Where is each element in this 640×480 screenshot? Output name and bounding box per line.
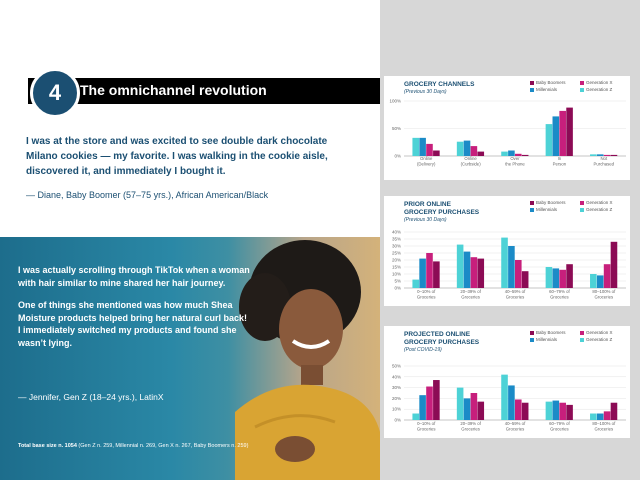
bar-generation-x	[559, 403, 566, 420]
chart-subtitle: (Previous 30 Days)	[404, 89, 447, 95]
x-tick-label: Not	[600, 156, 608, 161]
y-tick-label: 50%	[391, 363, 401, 369]
bar-millennials	[597, 275, 604, 288]
chart-plot	[384, 196, 630, 306]
base-size-breakdown: (Gen Z n. 259, Millennial n. 269, Gen X n. 267, Baby Boomers n. 259)	[76, 443, 249, 449]
x-tick-label: 20–39% of	[460, 289, 481, 294]
x-tick-label: Groceries	[594, 426, 614, 432]
chart-title-line: GROCERY PURCHASES	[404, 209, 480, 216]
chart-panel-grocery-channels	[384, 76, 630, 180]
chart-title-line: PRIOR ONLINE	[404, 201, 451, 208]
quote-top-attribution: — Diane, Baby Boomer (57–75 yrs.), African American/Black	[26, 190, 269, 200]
x-tick-label: 80–100% of	[592, 289, 616, 294]
bar-millennials	[553, 116, 560, 156]
x-tick-label: 0–10% of	[417, 421, 436, 426]
bar-generation-z	[501, 152, 508, 156]
legend-label: Millennials	[536, 337, 558, 342]
y-tick-label: 40%	[391, 229, 401, 235]
quote-top-text: I was at the store and was excited to see double dark chocolate Milano cookies — my favorite. I was walking in the cookie aisle, discovered it, and immediately I bought it.	[26, 136, 328, 177]
legend-label: Generation Z	[586, 207, 613, 212]
x-tick-label: 40–59% of	[504, 421, 526, 426]
bar-generation-z	[590, 414, 597, 420]
bar-baby-boomers	[611, 242, 618, 288]
bar-generation-z	[501, 375, 508, 420]
legend-label: Millennials	[536, 87, 558, 92]
legend-label: Millennials	[536, 207, 558, 212]
y-tick-label: 0%	[394, 417, 401, 423]
bar-generation-z	[501, 238, 508, 288]
bar-generation-z	[457, 388, 464, 420]
x-tick-label: 60–79% of	[549, 421, 570, 426]
legend-label: Generation X	[586, 200, 613, 205]
bar-baby-boomers	[566, 264, 573, 288]
y-tick-label: 50%	[391, 126, 401, 131]
y-tick-label: 30%	[391, 385, 401, 391]
y-tick-label: 15%	[391, 264, 401, 270]
x-tick-label: Groceries	[416, 426, 436, 432]
x-tick-label: 80–100% of	[592, 421, 616, 426]
y-tick-label: 5%	[394, 278, 401, 284]
legend-label: Generation Z	[586, 337, 613, 342]
bar-millennials	[553, 401, 560, 420]
quote-bottom-para1: I was actually scrolling through TikTok when a woman with hair similar to mine shared her hair journey.	[18, 265, 250, 288]
quote-bottom-attribution: — Jennifer, Gen Z (18–24 yrs.), LatinX	[18, 392, 164, 402]
x-tick-label: 20–39% of	[460, 421, 481, 426]
bar-millennials	[553, 268, 560, 288]
chart-title-line: GROCERY CHANNELS	[404, 81, 475, 88]
bar-generation-x	[471, 393, 478, 420]
x-tick-label: 60–79% of	[549, 289, 570, 294]
bar-millennials	[464, 141, 471, 156]
quote-bottom-para2: One of things she mentioned was how much Shea Moisture products helped bring her natural curl back! I immediately switched my products and found she wasn’t lying.	[18, 300, 248, 348]
chart-panel-prior-online	[384, 196, 630, 306]
quote-bottom	[18, 264, 250, 359]
bar-generation-z	[412, 138, 419, 156]
y-tick-label: 10%	[391, 271, 401, 277]
base-size-note	[18, 443, 248, 449]
bar-generation-x	[515, 260, 522, 288]
bar-millennials	[419, 395, 426, 420]
legend-label: Baby Boomers	[536, 330, 566, 335]
bar-generation-z	[590, 154, 597, 156]
chart-subtitle: (Previous 30 Days)	[404, 217, 447, 223]
x-tick-label: Person	[552, 161, 567, 167]
legend-label: Baby Boomers	[536, 200, 566, 205]
section-number-badge: 4	[30, 68, 80, 118]
x-tick-label: Groceries	[550, 426, 569, 432]
bar-baby-boomers	[611, 403, 618, 420]
y-tick-label: 20%	[391, 257, 401, 263]
bar-generation-x	[426, 144, 433, 156]
bar-generation-z	[546, 402, 553, 420]
bar-generation-z	[546, 124, 553, 156]
bar-baby-boomers	[522, 271, 529, 288]
bar-generation-x	[471, 146, 478, 156]
x-tick-label: Groceries	[461, 294, 480, 300]
bar-baby-boomers	[477, 402, 484, 420]
bar-generation-z	[457, 142, 464, 156]
x-tick-label: (Delivery)	[417, 161, 436, 167]
y-tick-label: 30%	[391, 243, 401, 249]
legend-label: Generation Z	[586, 87, 613, 92]
x-tick-label: the Phone	[505, 161, 525, 167]
bar-generation-z	[412, 414, 419, 420]
bar-generation-z	[546, 267, 553, 288]
section-title: The omnichannel revolution	[80, 82, 267, 98]
x-tick-label: (Curbside)	[460, 161, 481, 167]
bar-millennials	[508, 385, 515, 420]
x-tick-label: 40–59% of	[504, 289, 526, 294]
bar-millennials	[419, 138, 426, 156]
base-size-total: Total base size n. 1054	[18, 443, 77, 449]
x-tick-label: Groceries	[550, 294, 569, 300]
bar-generation-x	[515, 399, 522, 420]
chart-plot	[384, 76, 630, 180]
x-tick-label: Online	[464, 156, 477, 161]
bar-millennials	[597, 414, 604, 420]
bar-millennials	[419, 259, 426, 288]
bar-millennials	[508, 246, 515, 288]
bar-baby-boomers	[477, 259, 484, 288]
legend-label: Generation X	[586, 330, 613, 335]
x-tick-label: Groceries	[505, 294, 525, 300]
x-tick-label: Online	[419, 156, 433, 161]
bar-generation-x	[426, 387, 433, 420]
bar-baby-boomers	[433, 380, 440, 420]
bar-generation-x	[604, 411, 611, 420]
y-tick-label: 100%	[389, 98, 401, 104]
bar-millennials	[464, 252, 471, 288]
bar-millennials	[464, 398, 471, 420]
bar-generation-x	[604, 264, 611, 288]
bar-baby-boomers	[611, 155, 618, 156]
y-tick-label: 0%	[394, 285, 401, 291]
chart-plot	[384, 326, 630, 438]
x-tick-label: Over	[510, 156, 520, 161]
chart-panel-projected-online	[384, 326, 630, 438]
bar-baby-boomers	[522, 403, 529, 420]
chart-title-line: GROCERY PURCHASES	[404, 339, 480, 346]
bar-baby-boomers	[522, 155, 529, 156]
legend-label: Baby Boomers	[536, 80, 566, 85]
y-tick-label: 35%	[391, 236, 401, 242]
bar-generation-x	[559, 270, 566, 288]
x-tick-label: In	[557, 156, 562, 161]
legend-label: Generation X	[586, 80, 613, 85]
x-tick-label: Groceries	[594, 294, 614, 300]
y-tick-label: 10%	[391, 406, 401, 412]
bar-baby-boomers	[433, 261, 440, 288]
x-tick-label: Purchased	[593, 161, 615, 167]
bar-baby-boomers	[477, 152, 484, 156]
y-tick-label: 25%	[391, 250, 401, 256]
x-tick-label: Groceries	[505, 426, 525, 432]
bar-baby-boomers	[566, 108, 573, 156]
chart-subtitle: (Post COVID-19)	[404, 347, 442, 353]
bar-generation-x	[426, 253, 433, 288]
x-tick-label: Groceries	[416, 294, 436, 300]
bar-baby-boomers	[433, 151, 440, 157]
bar-baby-boomers	[566, 405, 573, 420]
x-tick-label: Groceries	[461, 426, 480, 432]
chart-title-line: PROJECTED ONLINE	[404, 331, 471, 338]
x-tick-label: 0–10% of	[417, 289, 436, 294]
woman-phone-image	[235, 237, 380, 480]
bar-generation-z	[412, 280, 419, 288]
bar-generation-z	[590, 274, 597, 288]
y-tick-label: 40%	[391, 374, 401, 380]
bar-generation-x	[559, 111, 566, 156]
bar-generation-z	[457, 245, 464, 288]
y-tick-label: 0%	[394, 153, 401, 159]
section-title-bar	[28, 78, 380, 104]
bar-generation-x	[471, 257, 478, 288]
y-tick-label: 20%	[391, 395, 401, 401]
